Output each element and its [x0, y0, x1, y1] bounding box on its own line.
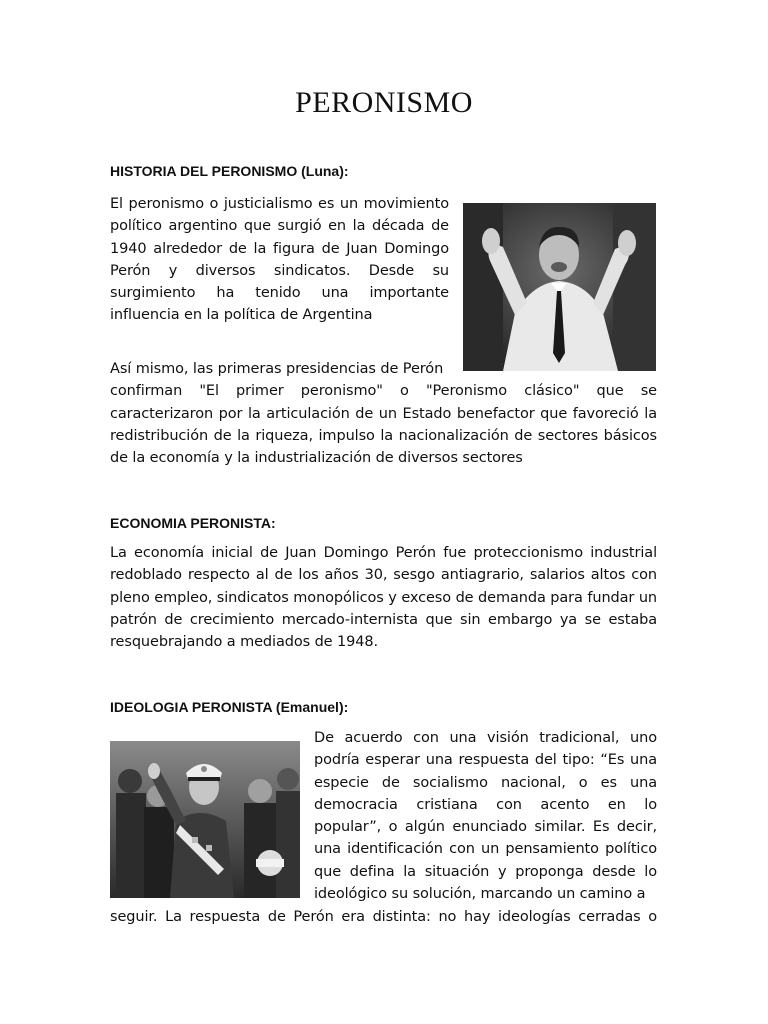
paragraph-historia-2-text [110, 358, 657, 469]
paragraph-ideologia-1: De acuerdo con una visión tradicional, uno podría esperar una respuesta del tipo: “Es una especie de socialismo nacional, o es una democracia cristiana con acento en lo popular”, o algún enunciado similar. Es decir, una identificación con un pensamiento político que defina la situación y proponga desde lo ideológico su solución, marcando un camino a [314, 730, 657, 903]
paragraph-economia-1: La economía inicial de Juan Domingo Perón fue proteccionismo industrial redoblado respecto al de los años 30, sesgo antiagrario, salarios altos con pleno empleo, sindicatos monopólicos y exceso de demanda para fundar un patrón de crecimiento mercado-internista que sin embargo ya se estaba resquebrajando a mediados de 1948. [110, 545, 657, 651]
section-heading-ideologia: IDEOLOGIA PERONISTA (Emanuel): [110, 699, 349, 715]
paragraph-historia-2-rest: confirman "El primer peronismo" o "Peronismo clásico" que se caracterizaron por la articulación de un Estado benefactor que favoreció la redistribución de la riqueza, impulso la nacionalización de sectores básicos de la economía y la industrialización de diversos sectores [110, 383, 657, 467]
paragraph-historia-1: El peronismo o justicialismo es un movimiento político argentino que surgió en la década de 1940 alrededor de la figura de Juan Domingo Perón y diversos sindicatos. Desde su surgimiento ha tenido una importante influencia en la política de Argentina [110, 196, 449, 324]
page-title: PERONISMO [295, 86, 473, 119]
section-heading-economia: ECONOMIA PERONISTA: [110, 515, 276, 531]
peron-military-photo [110, 741, 300, 898]
section-heading-historia: HISTORIA DEL PERONISMO (Luna): [110, 163, 349, 179]
peron-speech-photo [463, 203, 656, 371]
paragraph-historia-2 [110, 358, 657, 469]
paragraph-ideologia-1-tail: seguir. La respuesta de Perón era distinta: no hay ideologías cerradas o [110, 909, 657, 925]
paragraph-historia-2-line-1: Así mismo, las primeras presidencias de Perón [110, 361, 444, 377]
